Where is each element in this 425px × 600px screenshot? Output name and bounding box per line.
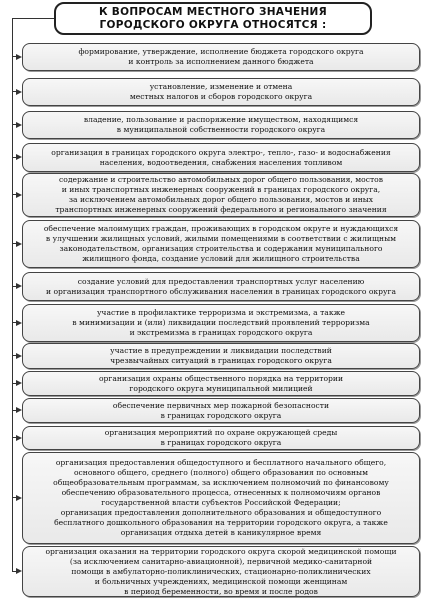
item-text-line: организация отдыха детей в каникулярное время	[120, 528, 322, 537]
item-text-line: обеспечение малоимущих граждан, проживающих в городском округе и нуждающихся	[43, 224, 399, 233]
item-text-line: и организация транспортного обслуживания населения в границах городского округа	[45, 286, 397, 296]
competence-item	[22, 452, 420, 544]
item-text-line: участие в предупреждении и ликвидации последствий	[110, 346, 332, 355]
item-text-line: транспортных инженерных сооружений федерального и регионального значения	[55, 205, 387, 214]
item-text-line: и больничных учреждениях, медицинской помощи женщинам	[94, 576, 348, 586]
competence-item	[22, 143, 420, 172]
competence-item	[22, 398, 420, 423]
item-text-line: и контроль за исполнением данного бюджета	[128, 57, 314, 66]
item-text-line: жилищного фонда, создание условий для жилищного строительства	[82, 254, 360, 263]
competence-item	[22, 371, 420, 396]
item-text-line: местных налогов и сборов городского округа	[129, 92, 313, 101]
item-text-line: государственной власти субъектов Российской Федерации;	[101, 498, 341, 507]
item-text-line: общеобразовательным программам, за исключением полномочий по финансовому	[53, 478, 389, 487]
title-line-2: ГОРОДСКОГО ОКРУГА ОТНОСЯТСЯ :	[99, 18, 327, 31]
item-text-line: и иных транспортных инженерных сооружений в границах городского округа,	[61, 185, 381, 194]
item-text-line: за исключением автомобильных дорог общего пользования, мостов и иных	[68, 195, 374, 204]
item-text-line: и экстремизма в границах городского округа	[129, 328, 313, 337]
item-text-line: организация в границах городского округа электро-, тепло-, газо- и водоснабжения	[51, 147, 391, 157]
connector-spine	[12, 18, 13, 572]
competence-item	[22, 111, 420, 139]
item-text-line: обеспечению образовательного процесса, отнесенных к полномочиям органов	[61, 488, 381, 497]
diagram-title	[54, 2, 372, 35]
competence-item	[22, 272, 420, 301]
title-connector	[12, 18, 54, 19]
item-text-line: чрезвычайных ситуаций в границах городского округа	[110, 356, 332, 365]
item-text-line: организация охраны общественного порядка на территории	[98, 373, 344, 383]
competence-item	[22, 546, 420, 597]
item-text-line: содержание и строительство автомобильных дорог общего пользования, мостов	[59, 175, 383, 184]
item-text-line: в границах городского округа	[160, 410, 282, 420]
item-text-line: формирование, утверждение, исполнение бюджета городского округа	[78, 47, 364, 56]
item-text-line: организация предоставления общедоступного и бесплатного начального общего,	[55, 458, 387, 467]
item-text-line: обеспечение первичных мер пожарной безопасности	[112, 400, 330, 410]
title-line-1: К ВОПРОСАМ МЕСТНОГО ЗНАЧЕНИЯ	[98, 5, 328, 18]
competence-item	[22, 220, 420, 268]
competence-item	[22, 343, 420, 369]
item-text-line: установление, изменение и отмена	[149, 82, 293, 91]
item-text-line: организация мероприятий по охране окружающей среды	[104, 428, 338, 437]
item-text-line: бесплатного дошкольного образования на территории городского округа, а также	[54, 518, 388, 527]
item-text-line: в улучшении жилищных условий, жилыми помещениями в соответствии с жилищным	[45, 234, 397, 243]
item-text-line: в муниципальной собственности городского округа	[116, 125, 326, 134]
item-text-line: владение, пользование и распоряжение имуществом, находящимся	[83, 115, 359, 124]
item-text-line: населения, водоотведения, снабжения населения топливом	[99, 157, 343, 167]
competence-item	[22, 304, 420, 342]
competence-item	[22, 78, 420, 106]
item-text-line: законодательством, организация строительства и содержания муниципального	[59, 244, 383, 253]
item-text-line: в период беременности, во время и после родов	[124, 586, 318, 596]
item-text-line: в границах городского округа	[160, 438, 282, 447]
item-text-line: городского округа муниципальной милицией	[129, 383, 313, 393]
item-text-line: помощи в амбулаторно-поликлинических, стационарно-поликлинических	[71, 566, 371, 576]
item-text-line: организация оказания на территории городского округа скорой медицинской помощи	[45, 546, 397, 556]
item-text-line: основного общего, среднего (полного) общего образования по основным	[73, 468, 369, 477]
item-text-line: организация предоставления дополнительного образования и общедоступного	[60, 508, 382, 517]
item-text-line: участие в профилактике терроризма и экстремизма, а также	[96, 308, 346, 317]
competence-item	[22, 426, 420, 450]
competence-item	[22, 173, 420, 217]
item-text-line: в минимизации и (или) ликвидации последствий проявлений терроризма	[72, 318, 370, 327]
item-text-line: (за исключением санитарно-авиационной), первичной медико-санитарной	[69, 556, 373, 566]
competence-item	[22, 43, 420, 71]
item-text-line: создание условий для предоставления транспортных услуг населению	[77, 276, 365, 286]
